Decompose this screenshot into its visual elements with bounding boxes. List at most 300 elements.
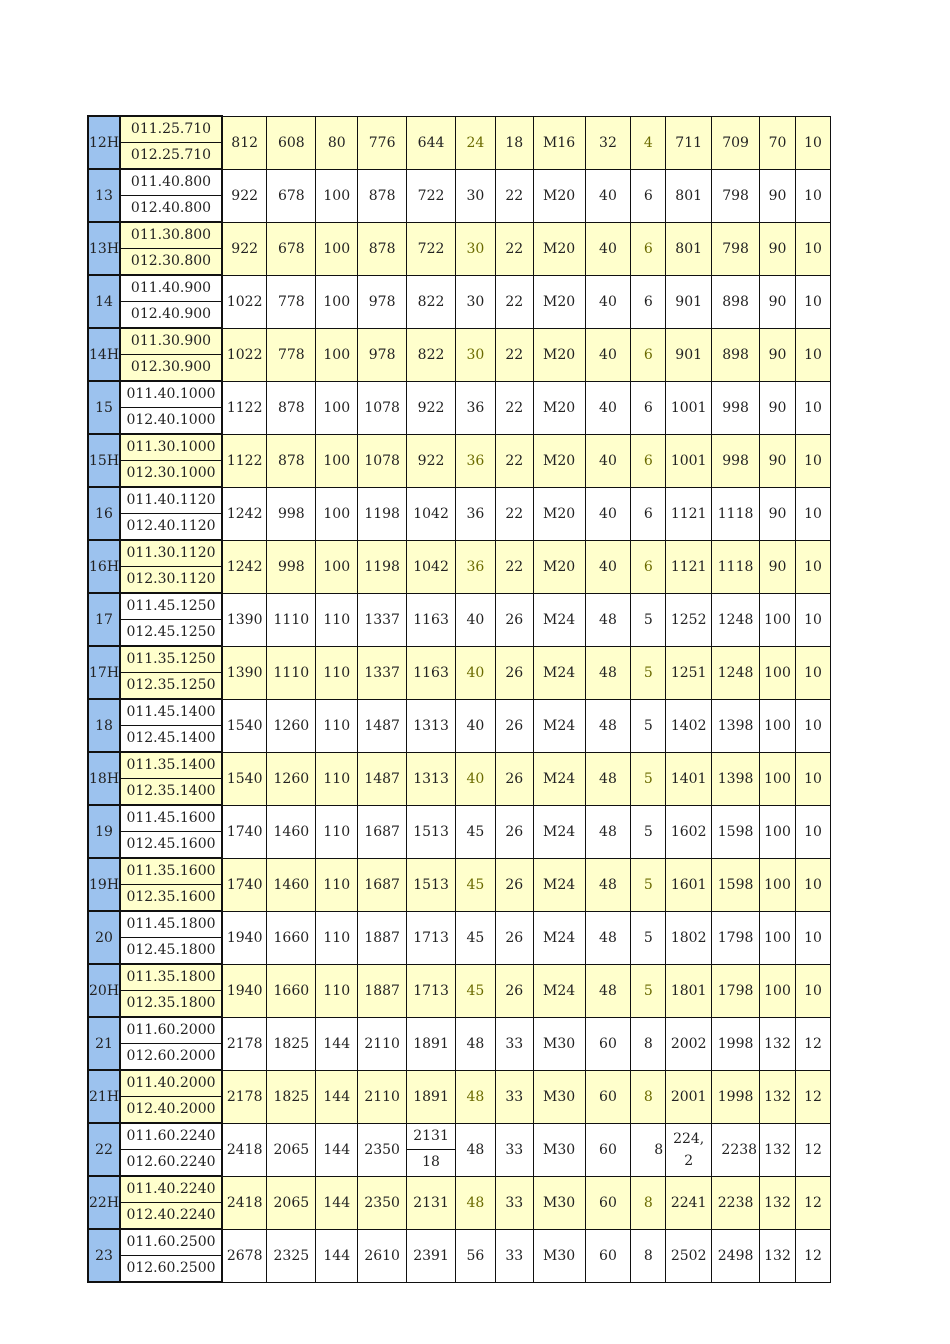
cell-d5: 1513 xyxy=(407,805,456,858)
part-codes xyxy=(120,964,222,1017)
cell-col-10: 5 xyxy=(631,752,666,805)
part-code-011: 011.40.1120 xyxy=(121,488,221,514)
row-number: 19H xyxy=(88,858,120,911)
cell-d4: 1687 xyxy=(358,805,407,858)
cell-hole-dia: 33 xyxy=(495,1123,533,1176)
cell-col-9: 60 xyxy=(585,1070,631,1123)
cell-d1: 1022 xyxy=(222,328,267,381)
cell-d3: 100 xyxy=(316,434,358,487)
cell-d1: 1022 xyxy=(222,275,267,328)
cell-d5: 922 xyxy=(407,381,456,434)
cell-d5: 2131 xyxy=(407,1176,456,1229)
cell-d2: 608 xyxy=(267,116,316,169)
cell-col-13: 90 xyxy=(760,328,796,381)
cell-col-13: 90 xyxy=(760,487,796,540)
cell-d2: 778 xyxy=(267,328,316,381)
cell-d1: 812 xyxy=(222,116,267,169)
cell-d2: 1110 xyxy=(267,593,316,646)
part-codes xyxy=(120,646,222,699)
cell-n-holes: 45 xyxy=(456,911,496,964)
cell-hole-dia: 22 xyxy=(495,222,533,275)
table-row xyxy=(88,169,831,222)
cell-d2: 1825 xyxy=(267,1017,316,1070)
cell-d2: 1460 xyxy=(267,805,316,858)
cell-d1: 1122 xyxy=(222,381,267,434)
cell-col-9: 48 xyxy=(585,964,631,1017)
table-row xyxy=(88,222,831,275)
cell-d2: 678 xyxy=(267,169,316,222)
cell-d3: 80 xyxy=(316,116,358,169)
cell-col-13: 100 xyxy=(760,805,796,858)
cell-col-13: 132 xyxy=(760,1017,796,1070)
cell-d6: 1251 xyxy=(666,646,712,699)
cell-n-holes: 48 xyxy=(456,1123,496,1176)
cell-bolt: M30 xyxy=(533,1229,585,1282)
cell-d7: 2238 xyxy=(712,1176,760,1229)
cell-col-9: 40 xyxy=(585,487,631,540)
cell-d5: 1313 xyxy=(407,699,456,752)
cell-d1: 2178 xyxy=(222,1070,267,1123)
cell-d7: 1598 xyxy=(712,858,760,911)
cell-d4: 2350 xyxy=(358,1176,407,1229)
cell-d4: 1687 xyxy=(358,858,407,911)
cell-col-13: 100 xyxy=(760,911,796,964)
part-code-012: 012.60.2500 xyxy=(126,1260,216,1276)
cell-col-10: 6 xyxy=(631,381,666,434)
cell-d4: 2110 xyxy=(358,1070,407,1123)
part-code-012: 012.25.710 xyxy=(130,147,212,163)
part-code-011: 011.40.1000 xyxy=(121,382,221,408)
cell-d6: 1401 xyxy=(666,752,712,805)
table-row xyxy=(88,699,831,752)
part-code-011: 011.40.2000 xyxy=(121,1071,221,1097)
cell-d4: 978 xyxy=(358,328,407,381)
cell-d2: 1260 xyxy=(267,752,316,805)
table-row xyxy=(88,646,831,699)
cell-col-14: 10 xyxy=(795,328,830,381)
cell-d6: 1121 xyxy=(666,540,712,593)
part-code-011: 011.30.1000 xyxy=(121,435,221,461)
cell-n-holes: 24 xyxy=(456,116,496,169)
cell-hole-dia: 26 xyxy=(495,964,533,1017)
cell-d2: 2065 xyxy=(267,1123,316,1176)
cell-d6: 1252 xyxy=(666,593,712,646)
part-code-012: 012.40.1000 xyxy=(126,412,216,428)
cell-col-10: 5 xyxy=(631,699,666,752)
cell-d7: 1998 xyxy=(712,1017,760,1070)
cell-n-holes: 40 xyxy=(456,593,496,646)
table-row xyxy=(88,328,831,381)
table-body xyxy=(88,116,831,1282)
cell-d1: 1740 xyxy=(222,805,267,858)
cell-col-10: 6 xyxy=(631,434,666,487)
row-number: 13 xyxy=(88,169,120,222)
part-code-011: 011.60.2000 xyxy=(121,1018,221,1044)
cell-d7: 2498 xyxy=(712,1229,760,1282)
row-number: 21H xyxy=(88,1070,120,1123)
cell-col-14: 10 xyxy=(795,275,830,328)
cell-col-10: 8 xyxy=(631,1017,666,1070)
cell-col-14: 10 xyxy=(795,593,830,646)
cell-d5: 1042 xyxy=(407,540,456,593)
cell-bolt: M20 xyxy=(533,381,585,434)
cell-col-13: 100 xyxy=(760,858,796,911)
cell-d5: 822 xyxy=(407,275,456,328)
cell-col-9: 48 xyxy=(585,752,631,805)
part-code-011: 011.60.2240 xyxy=(121,1124,221,1150)
cell-col-13: 90 xyxy=(760,275,796,328)
cell-hole-dia: 26 xyxy=(495,593,533,646)
row-number: 18 xyxy=(88,699,120,752)
cell-n-holes: 40 xyxy=(456,752,496,805)
cell-col-14: 12 xyxy=(795,1017,830,1070)
cell-col-9: 60 xyxy=(585,1123,631,1176)
cell-d4: 1337 xyxy=(358,646,407,699)
part-codes xyxy=(120,1176,222,1229)
cell-col-14: 10 xyxy=(795,116,830,169)
cell-n-holes: 40 xyxy=(456,699,496,752)
cell-col-10: 5 xyxy=(631,911,666,964)
cell-part: 2131 xyxy=(407,1124,455,1150)
part-code-011: 011.35.1600 xyxy=(121,859,221,885)
row-number: 14 xyxy=(88,275,120,328)
cell-d5 xyxy=(407,1123,456,1176)
cell-d5: 1163 xyxy=(407,646,456,699)
cell-d6: 801 xyxy=(666,222,712,275)
cell-d7: 1118 xyxy=(712,487,760,540)
cell-col-9: 60 xyxy=(585,1176,631,1229)
cell-d4: 1198 xyxy=(358,540,407,593)
cell-d5: 822 xyxy=(407,328,456,381)
row-number: 15H xyxy=(88,434,120,487)
cell-d6: 901 xyxy=(666,275,712,328)
cell-col-14: 12 xyxy=(795,1176,830,1229)
row-number: 18H xyxy=(88,752,120,805)
cell-d7: 2238 xyxy=(712,1123,760,1176)
cell-hole-dia: 26 xyxy=(495,911,533,964)
cell-col-10: 8 xyxy=(631,1123,666,1176)
cell-d3: 100 xyxy=(316,222,358,275)
cell-d7: 1798 xyxy=(712,964,760,1017)
part-code-012: 012.45.1600 xyxy=(126,836,216,852)
part-code-011: 011.30.900 xyxy=(121,329,221,355)
table-row xyxy=(88,911,831,964)
cell-d3: 100 xyxy=(316,275,358,328)
cell-hole-dia: 26 xyxy=(495,646,533,699)
part-codes xyxy=(120,381,222,434)
cell-d1: 1540 xyxy=(222,699,267,752)
part-codes xyxy=(120,1070,222,1123)
cell-d2: 1660 xyxy=(267,964,316,1017)
cell-hole-dia: 33 xyxy=(495,1017,533,1070)
cell-hole-dia: 33 xyxy=(495,1070,533,1123)
cell-d1: 2418 xyxy=(222,1176,267,1229)
cell-d6: 1601 xyxy=(666,858,712,911)
table-row xyxy=(88,434,831,487)
cell-bolt: M24 xyxy=(533,646,585,699)
cell-d5: 1713 xyxy=(407,911,456,964)
cell-col-14: 10 xyxy=(795,169,830,222)
table-row xyxy=(88,275,831,328)
cell-d6: 2241 xyxy=(666,1176,712,1229)
cell-bolt: M24 xyxy=(533,699,585,752)
cell-n-holes: 45 xyxy=(456,805,496,858)
table-row xyxy=(88,540,831,593)
part-codes xyxy=(120,805,222,858)
cell-d5: 1163 xyxy=(407,593,456,646)
table-row xyxy=(88,805,831,858)
cell-col-10: 5 xyxy=(631,964,666,1017)
cell-d7: 798 xyxy=(712,169,760,222)
part-code-012: 012.30.1120 xyxy=(126,571,216,587)
cell-d1: 922 xyxy=(222,169,267,222)
flange-spec-table xyxy=(87,115,831,1283)
row-number: 20 xyxy=(88,911,120,964)
part-code-012: 012.40.1120 xyxy=(126,518,216,534)
cell-d2: 1110 xyxy=(267,646,316,699)
cell-col-9: 48 xyxy=(585,858,631,911)
cell-d4: 2350 xyxy=(358,1123,407,1176)
cell-col-9: 48 xyxy=(585,699,631,752)
cell-d3: 110 xyxy=(316,593,358,646)
cell-d7: 998 xyxy=(712,434,760,487)
cell-d7: 998 xyxy=(712,381,760,434)
cell-n-holes: 30 xyxy=(456,275,496,328)
cell-col-9: 40 xyxy=(585,540,631,593)
cell-n-holes: 56 xyxy=(456,1229,496,1282)
cell-col-10: 6 xyxy=(631,169,666,222)
cell-col-10: 8 xyxy=(631,1229,666,1282)
cell-col-13: 100 xyxy=(760,699,796,752)
cell-d4: 978 xyxy=(358,275,407,328)
cell-d5: 1042 xyxy=(407,487,456,540)
part-code-011: 011.40.2240 xyxy=(121,1177,221,1203)
part-code-011: 011.40.800 xyxy=(121,170,221,196)
cell-d1: 2178 xyxy=(222,1017,267,1070)
row-number: 15 xyxy=(88,381,120,434)
cell-d7: 1248 xyxy=(712,593,760,646)
cell-d6: 711 xyxy=(666,116,712,169)
cell-d1: 1390 xyxy=(222,593,267,646)
part-code-012: 012.35.1400 xyxy=(126,783,216,799)
spec-table-container xyxy=(87,115,831,1276)
cell-d6: 2502 xyxy=(666,1229,712,1282)
cell-bolt: M20 xyxy=(533,275,585,328)
cell-d4: 1337 xyxy=(358,593,407,646)
table-row xyxy=(88,1070,831,1123)
cell-d6: 1121 xyxy=(666,487,712,540)
cell-col-14: 10 xyxy=(795,752,830,805)
table-row xyxy=(88,752,831,805)
cell-d4: 776 xyxy=(358,116,407,169)
part-code-012: 012.35.1800 xyxy=(126,995,216,1011)
cell-d2: 678 xyxy=(267,222,316,275)
cell-hole-dia: 22 xyxy=(495,381,533,434)
part-codes xyxy=(120,1229,222,1282)
part-codes xyxy=(120,275,222,328)
cell-bolt: M20 xyxy=(533,222,585,275)
cell-col-10: 5 xyxy=(631,646,666,699)
cell-col-14: 10 xyxy=(795,540,830,593)
cell-col-13: 100 xyxy=(760,593,796,646)
cell-col-10: 4 xyxy=(631,116,666,169)
cell-hole-dia: 22 xyxy=(495,487,533,540)
cell-d7: 898 xyxy=(712,275,760,328)
part-code-012: 012.30.1000 xyxy=(126,465,216,481)
table-row xyxy=(88,964,831,1017)
row-number: 17 xyxy=(88,593,120,646)
cell-d7: 1118 xyxy=(712,540,760,593)
cell-n-holes: 48 xyxy=(456,1176,496,1229)
part-codes xyxy=(120,487,222,540)
cell-d3: 144 xyxy=(316,1123,358,1176)
cell-d2: 998 xyxy=(267,487,316,540)
cell-col-9: 40 xyxy=(585,328,631,381)
cell-col-14: 10 xyxy=(795,858,830,911)
cell-bolt: M30 xyxy=(533,1070,585,1123)
cell-col-13: 90 xyxy=(760,169,796,222)
cell-hole-dia: 33 xyxy=(495,1229,533,1282)
cell-col-9: 60 xyxy=(585,1017,631,1070)
cell-d4: 1198 xyxy=(358,487,407,540)
cell-col-10: 5 xyxy=(631,805,666,858)
cell-d5: 1891 xyxy=(407,1070,456,1123)
table-row xyxy=(88,858,831,911)
cell-d7: 798 xyxy=(712,222,760,275)
cell-d5: 1891 xyxy=(407,1017,456,1070)
cell-d2: 998 xyxy=(267,540,316,593)
cell-col-10: 6 xyxy=(631,487,666,540)
part-codes xyxy=(120,328,222,381)
part-code-011: 011.35.1800 xyxy=(121,965,221,991)
part-codes xyxy=(120,593,222,646)
cell-col-10: 6 xyxy=(631,275,666,328)
table-row xyxy=(88,593,831,646)
table-row xyxy=(88,1229,831,1282)
table-row xyxy=(88,1123,831,1176)
cell-col-9: 48 xyxy=(585,911,631,964)
cell-d1: 922 xyxy=(222,222,267,275)
cell-n-holes: 40 xyxy=(456,646,496,699)
cell-d3: 110 xyxy=(316,805,358,858)
cell-col-10: 8 xyxy=(631,1070,666,1123)
cell-d3: 100 xyxy=(316,328,358,381)
cell-col-14: 10 xyxy=(795,699,830,752)
cell-col-13: 70 xyxy=(760,116,796,169)
cell-part: 18 xyxy=(422,1154,440,1170)
part-code-012: 012.40.2240 xyxy=(126,1207,216,1223)
part-codes xyxy=(120,699,222,752)
cell-d1: 1540 xyxy=(222,752,267,805)
cell-d4: 878 xyxy=(358,222,407,275)
cell-n-holes: 36 xyxy=(456,487,496,540)
cell-d3: 110 xyxy=(316,911,358,964)
cell-d1: 1242 xyxy=(222,487,267,540)
cell-bolt: M20 xyxy=(533,540,585,593)
cell-col-10: 6 xyxy=(631,540,666,593)
table-row xyxy=(88,1176,831,1229)
cell-n-holes: 36 xyxy=(456,434,496,487)
cell-col-13: 100 xyxy=(760,646,796,699)
cell-d7: 1598 xyxy=(712,805,760,858)
cell-d3: 144 xyxy=(316,1070,358,1123)
cell-n-holes: 45 xyxy=(456,964,496,1017)
part-code-011: 011.30.1120 xyxy=(121,541,221,567)
cell-d4: 1487 xyxy=(358,752,407,805)
cell-col-9: 48 xyxy=(585,646,631,699)
cell-d3: 100 xyxy=(316,381,358,434)
cell-col-13: 100 xyxy=(760,752,796,805)
cell-bolt: M20 xyxy=(533,487,585,540)
cell-col-13: 90 xyxy=(760,381,796,434)
cell-d6: 1001 xyxy=(666,434,712,487)
cell-d5: 922 xyxy=(407,434,456,487)
cell-hole-dia: 22 xyxy=(495,169,533,222)
cell-col-9: 60 xyxy=(585,1229,631,1282)
row-number: 23 xyxy=(88,1229,120,1282)
cell-hole-dia: 26 xyxy=(495,699,533,752)
part-code-012: 012.35.1600 xyxy=(126,889,216,905)
row-number: 16 xyxy=(88,487,120,540)
cell-d6: 1801 xyxy=(666,964,712,1017)
part-code-012: 012.60.2240 xyxy=(126,1154,216,1170)
cell-bolt: M30 xyxy=(533,1123,585,1176)
cell-d6: 2002 xyxy=(666,1017,712,1070)
cell-bolt: M30 xyxy=(533,1017,585,1070)
part-codes xyxy=(120,434,222,487)
cell-d6: 1001 xyxy=(666,381,712,434)
row-number: 22H xyxy=(88,1176,120,1229)
cell-d2: 1260 xyxy=(267,699,316,752)
cell-d2: 1825 xyxy=(267,1070,316,1123)
cell-col-9: 48 xyxy=(585,805,631,858)
cell-col-14: 10 xyxy=(795,487,830,540)
cell-hole-dia: 33 xyxy=(495,1176,533,1229)
part-code-011: 011.45.1800 xyxy=(121,912,221,938)
cell-col-9: 40 xyxy=(585,381,631,434)
cell-d1: 1122 xyxy=(222,434,267,487)
cell-d5: 2391 xyxy=(407,1229,456,1282)
cell-d2: 1660 xyxy=(267,911,316,964)
cell-d7: 709 xyxy=(712,116,760,169)
cell-d7: 1398 xyxy=(712,752,760,805)
part-codes xyxy=(120,540,222,593)
part-code-012: 012.30.900 xyxy=(130,359,212,375)
cell-n-holes: 45 xyxy=(456,858,496,911)
cell-col-9: 48 xyxy=(585,593,631,646)
cell-d7: 1798 xyxy=(712,911,760,964)
part-code-011: 011.25.710 xyxy=(121,117,221,143)
cell-d1: 1940 xyxy=(222,911,267,964)
cell-n-holes: 36 xyxy=(456,540,496,593)
cell-col-14: 12 xyxy=(795,1070,830,1123)
cell-d3: 110 xyxy=(316,646,358,699)
part-code-011: 011.30.800 xyxy=(121,223,221,249)
part-code-011: 011.35.1250 xyxy=(121,647,221,673)
cell-d7: 1248 xyxy=(712,646,760,699)
part-code-011: 011.60.2500 xyxy=(121,1230,221,1256)
cell-d5: 1313 xyxy=(407,752,456,805)
cell-d1: 1242 xyxy=(222,540,267,593)
cell-d2: 878 xyxy=(267,434,316,487)
part-codes xyxy=(120,858,222,911)
cell-d4: 2110 xyxy=(358,1017,407,1070)
cell-hole-dia: 26 xyxy=(495,752,533,805)
cell-d3: 110 xyxy=(316,752,358,805)
part-code-012: 012.35.1250 xyxy=(126,677,216,693)
cell-d5: 1713 xyxy=(407,964,456,1017)
cell-d5: 722 xyxy=(407,222,456,275)
